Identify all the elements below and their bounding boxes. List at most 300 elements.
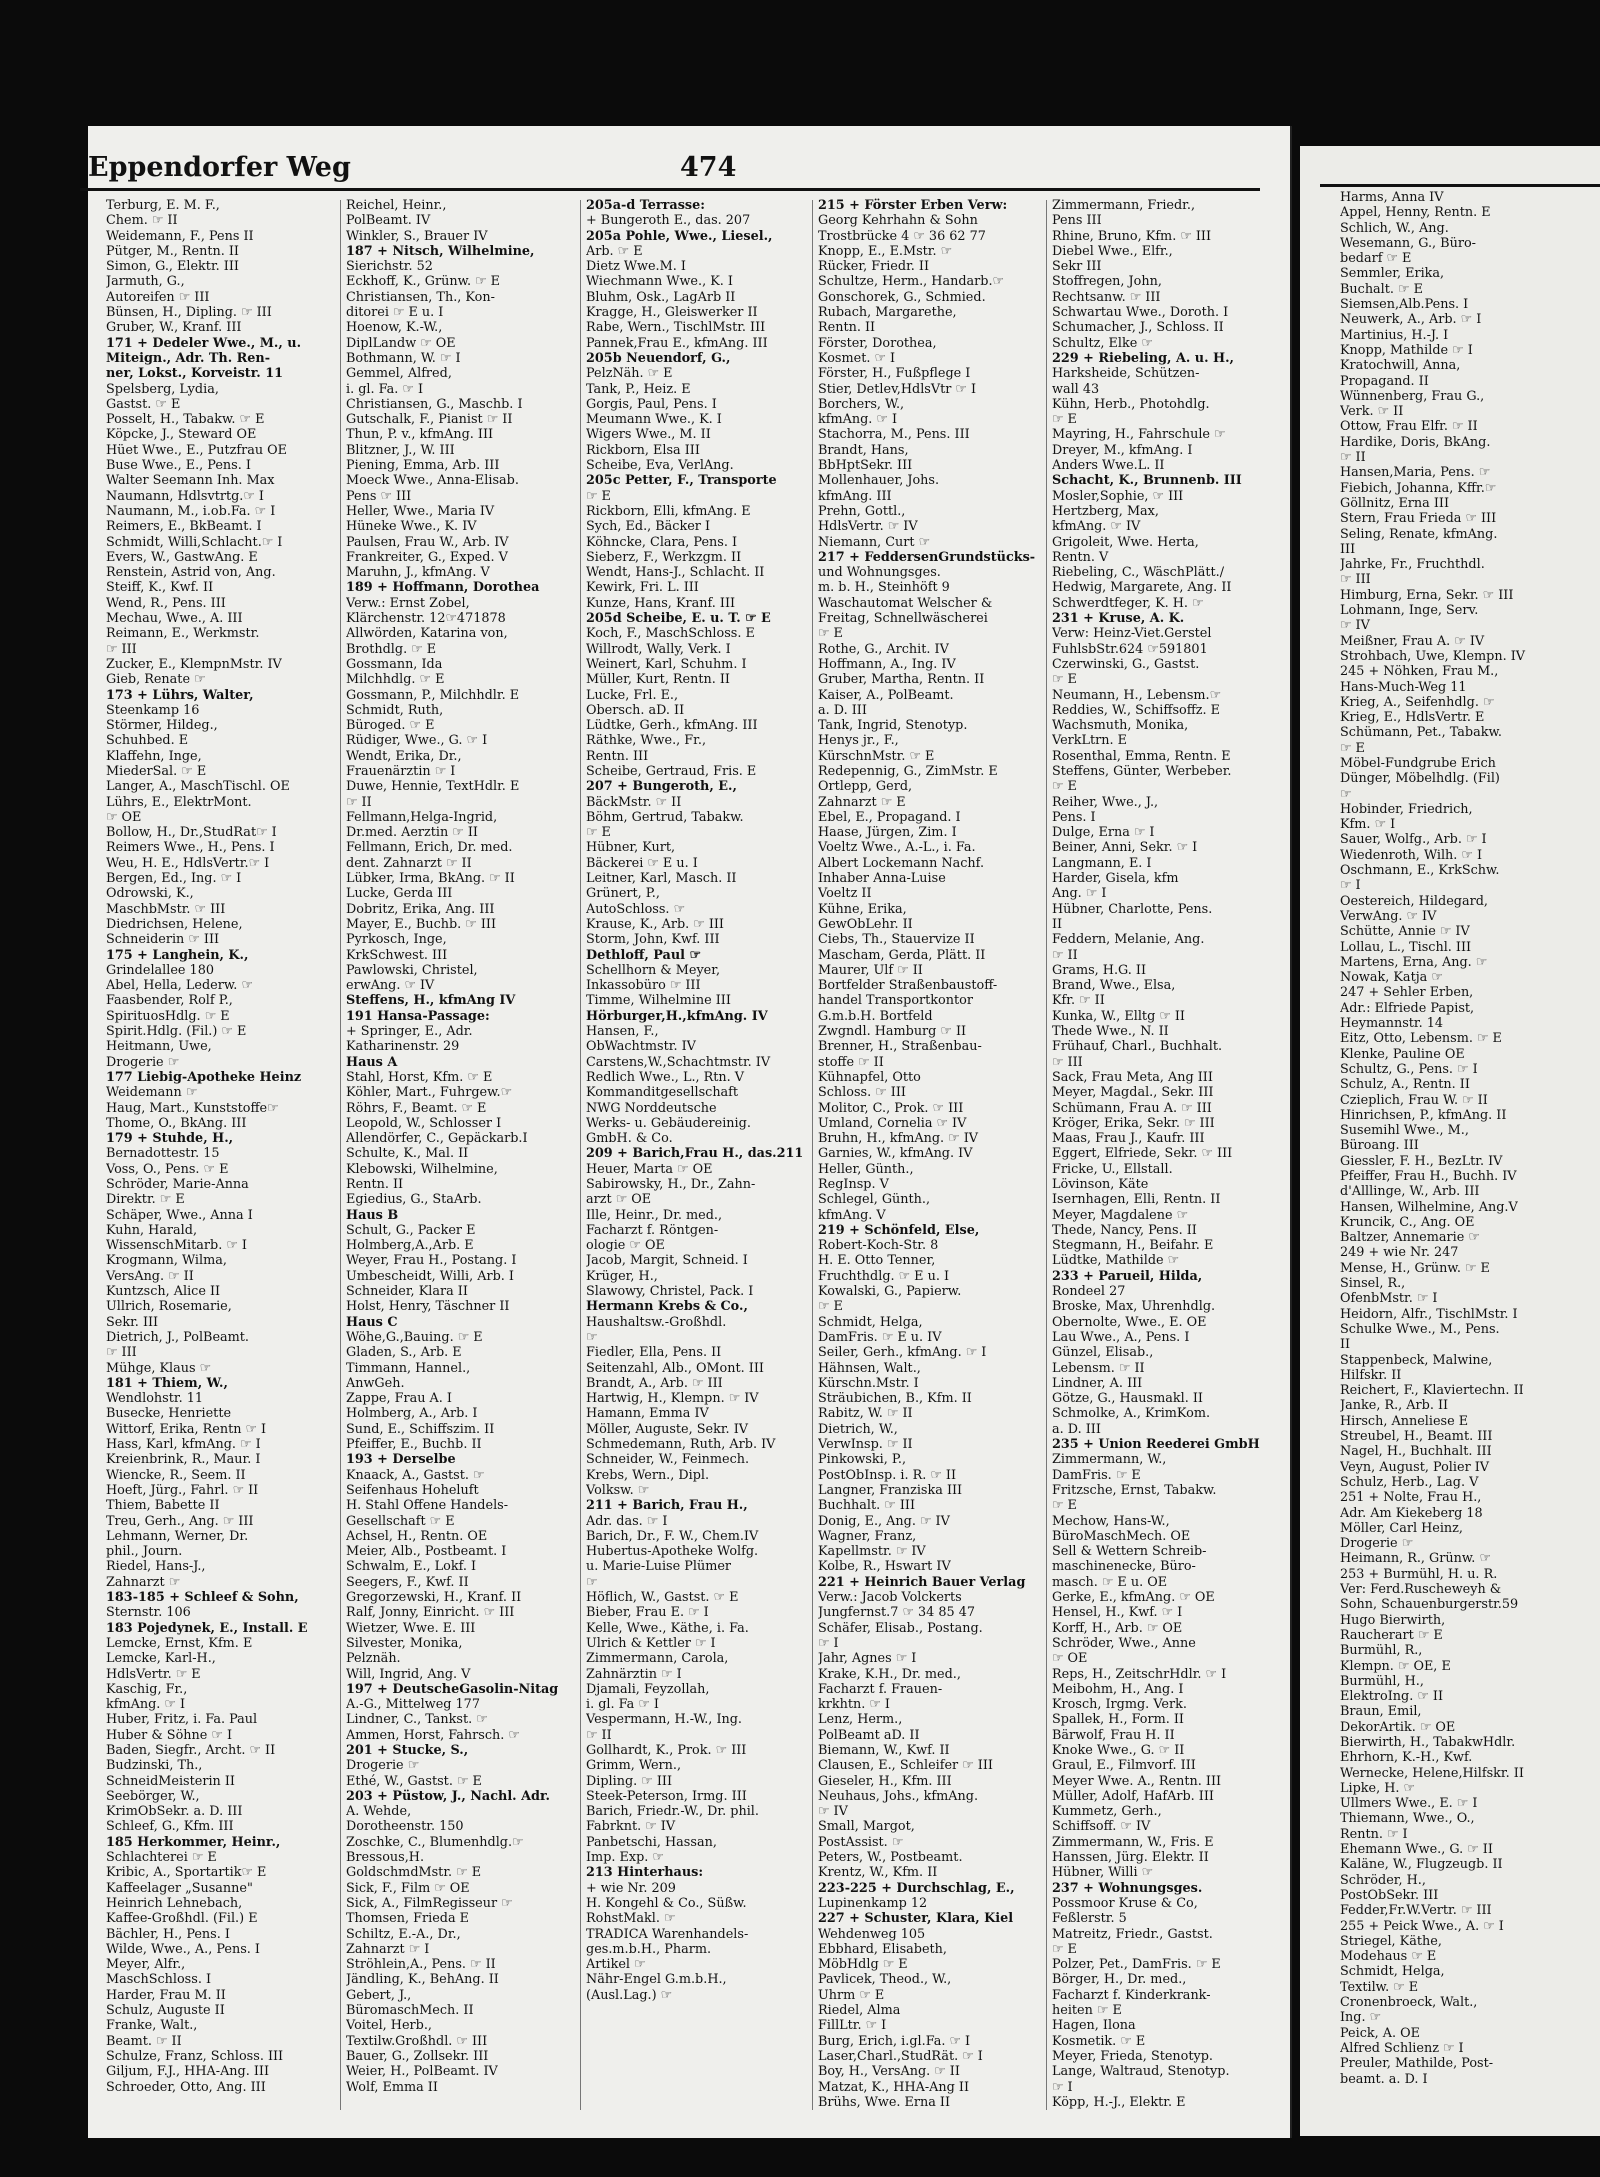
directory-entry: Krieg, E., HdlsVertr. E — [1340, 710, 1485, 726]
directory-entry: ☞ II — [1340, 450, 1366, 466]
directory-entry: Haushaltsw.-Großhdl. — [586, 1314, 727, 1330]
directory-entry: a. D. III — [1052, 1421, 1101, 1437]
directory-entry: Wendlohstr. 11 — [106, 1391, 203, 1407]
directory-entry: Hansen, F., — [586, 1024, 659, 1040]
directory-entry: Göllnitz, Erna III — [1340, 495, 1450, 511]
directory-entry: + wie Nr. 209 — [586, 1880, 676, 1896]
directory-entry: Lüdtke, Gerh., kfmAng. III — [586, 718, 758, 734]
directory-entry: Leitner, Karl, Masch. II — [586, 871, 737, 887]
directory-entry: Verw: Heinz-Viet.Gerstel — [1052, 626, 1212, 642]
directory-entry: Robert-Koch-Str. 8 — [818, 1238, 939, 1254]
directory-entry: Henys jr., F., — [818, 733, 899, 749]
directory-entry: Müller, Kurt, Rentn. II — [586, 672, 730, 688]
directory-entry: Hüneke Wwe., K. IV — [346, 519, 477, 535]
directory-entry: Hübner, Kurt, — [586, 840, 676, 856]
directory-entry: beamt. a. D. I — [1340, 2071, 1428, 2087]
directory-entry: Ströhlein,A., Pens. ☞ II — [346, 1957, 496, 1973]
directory-entry: TRADICA Warenhandels- — [586, 1926, 749, 1942]
directory-entry: Ethé, W., Gastst. ☞ E — [346, 1773, 482, 1789]
directory-entry: Kommanditgesellschaft — [586, 1085, 739, 1101]
directory-entry: i. gl. Fa. ☞ I — [346, 381, 424, 397]
directory-entry: Freitag, Schnellwäscherei — [818, 611, 988, 627]
directory-entry: ☞ III — [1340, 572, 1371, 588]
directory-entry: krkhtn. ☞ I — [818, 1697, 890, 1713]
directory-entry: MöbHdlg ☞ E — [818, 1957, 908, 1973]
directory-entry: Pelznäh. — [346, 1651, 401, 1667]
directory-entry: Obersch. aD. II — [586, 702, 685, 718]
directory-entry: Mosler,Sophie, ☞ III — [1052, 488, 1184, 504]
directory-entry: Schulke Wwe., M., Pens. — [1340, 1321, 1500, 1337]
directory-entry: 205d Scheibe, E. u. T. ☞ E — [586, 611, 771, 627]
directory-entry: H. Kongehl & Co., Süßw. — [586, 1895, 747, 1911]
directory-entry: Zappe, Frau A. I — [346, 1391, 452, 1407]
directory-entry: Wünnenberg, Frau G., — [1340, 388, 1485, 404]
directory-entry: Zoschke, C., Blumenhdlg.☞ — [346, 1834, 524, 1850]
directory-entry: Katharinenstr. 29 — [346, 1039, 460, 1055]
directory-entry: Seebörger, W., — [106, 1788, 200, 1804]
directory-entry: u. Marie-Luise Plümer — [586, 1559, 732, 1575]
directory-entry: 209 + Barich,Frau H., das.211 — [586, 1146, 804, 1162]
directory-entry: Martinius, H.-J. I — [1340, 327, 1449, 343]
directory-entry: Brothdlg. ☞ E — [346, 641, 437, 657]
directory-entry: Kosmet. ☞ I — [818, 350, 896, 366]
directory-entry: Kummetz, Gerh., — [1052, 1804, 1162, 1820]
directory-entry: Scheibe, Gertraud, Fris. E — [586, 763, 757, 779]
directory-entry: Spirit.Hdlg. (Fil.) ☞ E — [106, 1024, 247, 1040]
directory-entry: Burmühl, R., — [1340, 1643, 1423, 1659]
directory-entry: Ullmers Wwe., E. ☞ I — [1340, 1796, 1478, 1812]
directory-entry: Reimann, E., Werkmstr. — [106, 626, 260, 642]
directory-entry: Krentz, W., Kfm. II — [818, 1865, 938, 1881]
directory-entry: GmbH. & Co. — [586, 1131, 673, 1147]
directory-entry: Will, Ingrid, Ang. V — [346, 1666, 471, 1682]
directory-entry: Langner, Franziska III — [818, 1482, 963, 1498]
directory-entry: Dobritz, Erika, Ang. III — [346, 901, 495, 917]
directory-entry: Ehemann Wwe., G. ☞ II — [1340, 1842, 1493, 1858]
directory-entry: Leopold, W., Schlosser I — [346, 1115, 502, 1131]
directory-entry: Bärwolf, Frau H. II — [1052, 1727, 1175, 1743]
directory-entry: Egiedius, G., StaArb. — [346, 1192, 482, 1208]
directory-entry: Meißner, Frau A. ☞ IV — [1340, 633, 1485, 649]
directory-entry: Allendörfer, C., Gepäckarb.I — [346, 1131, 528, 1147]
directory-entry: KrkSchwest. III — [346, 947, 448, 963]
directory-entry: Janke, R., Arb. II — [1340, 1398, 1449, 1414]
directory-entry: Umbescheidt, Willi, Arb. I — [346, 1268, 514, 1284]
directory-entry: Oschmann, E., KrkSchw. — [1340, 863, 1500, 879]
directory-entry: Rabitz, W. ☞ II — [818, 1406, 913, 1422]
directory-entry: Kreienbrink, R., Maur. I — [106, 1452, 261, 1468]
directory-entry: Waschautomat Welscher & — [818, 595, 993, 611]
adjacent-page — [1300, 146, 1600, 2136]
directory-entry: Zimmermann, Friedr., — [1052, 198, 1196, 213]
directory-entry: Voitel, Herb., — [346, 2018, 432, 2034]
directory-entry: Reps, H., ZeitschrHdlr. ☞ I — [1052, 1666, 1227, 1682]
directory-entry: Kaläne, W., Flugzeugb. II — [1340, 1857, 1503, 1873]
directory-entry: Lüdtke, Mathilde ☞ — [1052, 1253, 1180, 1269]
directory-entry: Krake, K.H., Dr. med., — [818, 1666, 961, 1682]
directory-entry: Rechtsanw. ☞ III — [1052, 289, 1161, 305]
directory-entry: Dipling. ☞ III — [586, 1773, 673, 1789]
directory-entry: Steiff, K., Kwf. II — [106, 580, 214, 596]
directory-entry: Harksheide, Schützen- — [1052, 366, 1200, 382]
directory-entry: Dietrich, W., — [818, 1421, 898, 1437]
column-divider — [340, 200, 341, 2110]
header-rule — [80, 160, 1260, 191]
directory-entry: Hörburger,H.,kfmAng. IV — [586, 1008, 768, 1024]
directory-entry: Wiedenroth, Wilh. ☞ I — [1340, 847, 1483, 863]
directory-entry: Ammen, Horst, Fahrsch. ☞ — [346, 1727, 520, 1743]
directory-entry: Rondeel 27 — [1052, 1284, 1126, 1300]
directory-entry: Sohn, Schauenburgerstr.59 — [1340, 1597, 1519, 1613]
directory-entry: Haus A — [346, 1054, 398, 1070]
directory-entry: Albert Lockemann Nachf. — [818, 855, 985, 871]
directory-entry: Weier, H., PolBeamt. IV — [346, 2064, 498, 2080]
directory-entry: Paulsen, Frau W., Arb. IV — [346, 534, 509, 550]
directory-entry: Riedel, Alma — [818, 2003, 901, 2019]
directory-entry: Pens ☞ III — [346, 488, 412, 504]
directory-entry: Möller, Auguste, Sekr. IV — [586, 1421, 748, 1437]
directory-entry: Brand, Wwe., Elsa, — [1052, 978, 1176, 994]
directory-entry: Christiansen, G., Maschb. I — [346, 396, 523, 412]
directory-entry: Ver: Ferd.Ruscheweyh & — [1340, 1582, 1502, 1598]
directory-entry: Bauer, G., Zollsekr. III — [346, 2048, 489, 2064]
directory-entry: 247 + Sehler Erben, — [1340, 985, 1474, 1001]
directory-entry: Reimers Wwe., H., Pens. I — [106, 840, 275, 856]
directory-entry: VerwAng. ☞ IV — [1340, 908, 1437, 924]
directory-entry: Artikel ☞ — [586, 1957, 646, 1973]
directory-entry: Giessler, F. H., BezLtr. IV — [1340, 1153, 1503, 1169]
directory-entry: Treu, Gerh., Ang. ☞ III — [106, 1513, 254, 1529]
directory-entry: Peters, W., Postbeamt. — [818, 1850, 963, 1866]
directory-entry: Wolf, Emma II — [346, 2079, 438, 2095]
directory-entry: Büroang. III — [1340, 1138, 1419, 1154]
directory-entry: kfmAng. III — [818, 488, 892, 504]
directory-entry: Moeck Wwe., Anna-Elisab. — [346, 473, 519, 489]
directory-entry: Stappenbeck, Malwine, — [1340, 1352, 1493, 1368]
directory-entry: Gossmann, Ida — [346, 656, 443, 672]
directory-entry: Lemcke, Ernst, Kfm. E — [106, 1635, 253, 1651]
directory-entry: 221 + Heinrich Bauer Verlag — [818, 1574, 1026, 1590]
directory-entry: Maurer, Ulf ☞ II — [818, 962, 923, 978]
directory-entry: 173 + Lührs, Walter, — [106, 687, 254, 703]
directory-entry: ☞ II — [346, 794, 372, 810]
directory-entry: Hüet Wwe., E., Putzfrau OE — [106, 442, 287, 458]
directory-entry: Schwartau Wwe., Doroth. I — [1052, 305, 1229, 321]
directory-entry: Buse Wwe., E., Pens. I — [106, 458, 251, 474]
directory-entry: Krosch, Irgmg. Verk. — [1052, 1697, 1187, 1713]
directory-entry: Stier, Detlev,HdlsVtr ☞ I — [818, 381, 977, 397]
directory-entry: Schultz, Elke ☞ — [1052, 335, 1153, 351]
directory-entry: GewObLehr. II — [818, 916, 913, 932]
directory-entry: BüroMaschMech. OE — [1052, 1528, 1191, 1544]
directory-entry: Buchhalt. ☞ III — [818, 1498, 916, 1514]
directory-entry: Burmühl, H., — [1340, 1673, 1424, 1689]
directory-entry: Baden, Siegfr., Archt. ☞ II — [106, 1742, 276, 1758]
directory-entry: Czieplich, Frau W. ☞ II — [1340, 1092, 1488, 1108]
directory-entry: Drogerie ☞ — [106, 1054, 180, 1070]
directory-entry: Brühs, Wwe. Erna II — [818, 2094, 951, 2110]
directory-entry: Ing. ☞ — [1340, 2010, 1382, 2026]
directory-entry: Spelsberg, Lydia, — [106, 381, 219, 397]
directory-entry: AnwGeh. — [346, 1375, 405, 1391]
directory-entry: Hansen,Maria, Pens. ☞ — [1340, 465, 1491, 481]
directory-entry: Seiler, Gerh., kfmAng. ☞ I — [818, 1345, 987, 1361]
directory-entry: PostObSekr. III — [1340, 1887, 1439, 1903]
directory-entry: Schmidt, Ruth, — [346, 702, 444, 718]
directory-entry: MaschSchloss. I — [106, 1972, 212, 1988]
directory-entry: Budzinski, Th., — [106, 1758, 203, 1774]
directory-entry: ☞ OE — [106, 809, 142, 825]
directory-entry: Zwgndl. Hamburg ☞ II — [818, 1024, 967, 1040]
directory-entry: Trostbrücke 4 ☞ 36 62 77 — [818, 228, 986, 244]
directory-entry: Möller, Carl Heinz, — [1340, 1520, 1463, 1536]
directory-entry: Polzer, Pet., DamFris. ☞ E — [1052, 1957, 1221, 1973]
directory-entry: Förster, Dorothea, — [818, 335, 937, 351]
directory-entry: 249 + wie Nr. 247 — [1340, 1245, 1459, 1261]
directory-entry: Ehrhorn, K.-H., Kwf. — [1340, 1750, 1473, 1766]
directory-entry: 179 + Stuhde, H., — [106, 1131, 234, 1147]
directory-entry: Small, Margot, — [818, 1819, 915, 1835]
directory-entry: Bernadottestr. 15 — [106, 1146, 220, 1162]
directory-entry: Wachsmuth, Monika, — [1052, 718, 1189, 734]
directory-entry: Beiner, Anni, Sekr. ☞ I — [1052, 840, 1198, 856]
directory-entry: Nowak, Katja ☞ — [1340, 970, 1443, 986]
directory-entry: Langmann, E. I — [1052, 855, 1152, 871]
directory-entry: VersAng. ☞ II — [106, 1268, 194, 1284]
directory-entry: Bortfelder Straßenbaustoff- — [818, 978, 998, 994]
directory-entry: stoffe ☞ II — [818, 1054, 884, 1070]
directory-entry: Steffens, Günter, Werbeber. — [1052, 763, 1232, 779]
directory-entry: Sauer, Wolfg., Arb. ☞ I — [1340, 832, 1487, 848]
directory-entry: Mechau, Wwe., A. III — [106, 611, 243, 627]
directory-entry: Garnies, W., kfmAng. IV — [818, 1146, 973, 1162]
directory-entry: a. D. III — [818, 702, 867, 718]
directory-entry: 201 + Stucke, S., — [346, 1742, 469, 1758]
directory-entry: Klebowski, Wilhelmine, — [346, 1161, 498, 1177]
directory-entry: Kröger, Erika, Sekr. ☞ III — [1052, 1115, 1215, 1131]
directory-entry: Meyer, Frieda, Stenotyp. — [1052, 2048, 1214, 2064]
directory-entry: Busecke, Henriette — [106, 1406, 232, 1422]
directory-entry: Lucke, Gerda III — [346, 886, 453, 902]
directory-entry: Knaack, A., Gastst. ☞ — [346, 1467, 485, 1483]
directory-entry: kfmAng. ☞ I — [106, 1697, 186, 1713]
directory-entry: Knoke Wwe., G. ☞ II — [1052, 1742, 1185, 1758]
directory-entry: Graul, E., Filmvorf. III — [1052, 1758, 1196, 1774]
directory-entry: Kunka, W., Elltg ☞ II — [1052, 1008, 1185, 1024]
directory-entry: Voeltz Wwe., A.-L., i. Fa. — [818, 840, 976, 856]
directory-entry: Rentn. II — [346, 1177, 404, 1192]
directory-entry: Rickborn, Elsa III — [586, 442, 700, 458]
page-number: 474 — [680, 152, 737, 183]
directory-entry: Sekr. III — [106, 1314, 159, 1330]
directory-entry: Ralf, Jonny, Einricht. ☞ III — [346, 1605, 515, 1621]
directory-entry: Zucker, E., KlempnMstr. IV — [106, 656, 282, 672]
directory-entry: Feßlerstr. 5 — [1052, 1911, 1127, 1927]
directory-entry: 205a Pohle, Wwe., Liesel., — [586, 228, 773, 244]
directory-entry: Pyrkosch, Inge, — [346, 932, 447, 948]
directory-entry: ☞ E — [1052, 412, 1077, 428]
directory-entry: Steenkamp 16 — [106, 702, 200, 718]
directory-entry: Bäckerei ☞ E u. I — [586, 855, 698, 871]
directory-entry: Meyer, Magdal., Sekr. III — [1052, 1085, 1214, 1101]
directory-entry: Matreitz, Friedr., Gastst. — [1052, 1926, 1213, 1942]
directory-entry: Hübner, Willi ☞ — [1052, 1865, 1154, 1881]
directory-entry: Schmidt, Helga, — [1340, 1964, 1445, 1980]
directory-entry: KürschnMstr. ☞ E — [818, 748, 935, 764]
adjacent-header-rule — [1320, 184, 1600, 187]
directory-entry: BüromaschMech. II — [346, 2003, 474, 2019]
column-divider — [1046, 200, 1047, 2110]
directory-entry: Reddies, W., Schiffsoffz. E — [1052, 702, 1221, 718]
directory-entry: Neuhaus, Johs., kfmAng. — [818, 1788, 979, 1804]
directory-entry: Gregorzewski, H., Kranf. II — [346, 1590, 522, 1606]
directory-entry: Verk. ☞ II — [1340, 404, 1404, 420]
directory-entry: Striegel, Käthe, — [1340, 1933, 1442, 1949]
directory-entry: 227 + Schuster, Klara, Kiel — [818, 1911, 1014, 1927]
directory-entry: Naumann, M., i.ob.Fa. ☞ I — [106, 503, 276, 519]
directory-entry: DamFris. ☞ E — [1052, 1467, 1141, 1483]
directory-entry: 185 Herkommer, Heinr., — [106, 1834, 281, 1850]
directory-entry: Fricke, U., Ellstall. — [1052, 1161, 1173, 1177]
directory-entry: Schulz, Herb., Lag. V — [1340, 1474, 1479, 1490]
directory-entry: Jändling, K., BehAng. II — [346, 1972, 499, 1988]
column-3 — [586, 198, 814, 2118]
directory-entry: Grünert, P., — [586, 886, 660, 902]
directory-entry: ☞ I — [1340, 878, 1361, 894]
directory-entry: Vespermann, H.-W., Ing. — [586, 1712, 742, 1728]
directory-entry: Schlachterei ☞ E — [106, 1850, 217, 1866]
directory-entry: Wiechmann Wwe., K. I — [586, 274, 733, 290]
directory-entry: Timmann, Hannel., — [346, 1360, 471, 1376]
directory-entry: Meyer, Magdalene ☞ — [1052, 1207, 1189, 1223]
directory-entry: Meibohm, H., Ang. I — [1052, 1681, 1184, 1697]
directory-entry: Gonschorek, G., Schmied. — [818, 289, 986, 305]
directory-entry: kfmAng. ☞ IV — [1052, 519, 1141, 535]
directory-entry: Mollenhauer, Johs. — [818, 473, 940, 489]
directory-entry: Börger, H., Dr. med., — [1052, 1972, 1187, 1988]
directory-entry: Harder, Frau M. II — [106, 1987, 226, 2003]
directory-entry: Köpcke, J., Steward OE — [106, 427, 257, 443]
directory-entry: Czerwinski, G., Gastst. — [1052, 656, 1200, 672]
directory-entry: Inkassobüro ☞ III — [586, 978, 701, 994]
directory-entry: Wendt, Erika, Dr., — [346, 748, 462, 764]
directory-entry: Hobinder, Friedrich, — [1340, 801, 1473, 817]
directory-entry: Maruhn, J., kfmAng. V — [346, 565, 490, 581]
directory-entry: Dulge, Erna ☞ I — [1052, 825, 1155, 841]
directory-entry: Adr. das. ☞ I — [586, 1513, 668, 1529]
directory-entry: Rentn. III — [586, 748, 649, 764]
directory-entry: Steffens, H., kfmAng IV — [346, 993, 516, 1009]
directory-entry: arzt ☞ OE — [586, 1192, 652, 1208]
directory-entry: Köhncke, Clara, Pens. I — [586, 534, 738, 550]
directory-entry: Schütte, Annie ☞ IV — [1340, 924, 1470, 940]
directory-entry: Kaschig, Fr., — [106, 1681, 188, 1697]
directory-entry: Facharzt f. Frauen- — [818, 1681, 943, 1697]
directory-entry: Rücker, Friedr. II — [818, 259, 930, 275]
directory-entry: Wilde, Wwe., A., Pens. I — [106, 1941, 260, 1957]
directory-entry: Wiencke, R., Seem. II — [106, 1467, 246, 1483]
directory-entry: Semmler, Erika, — [1340, 266, 1445, 282]
directory-entry: Lucke, Frl. E., — [586, 687, 679, 703]
directory-entry: Lipke, H. ☞ — [1340, 1780, 1416, 1796]
directory-entry: Seifenhaus Hoheluft — [346, 1482, 479, 1498]
directory-entry: Müller, Adolf, HafArb. III — [1052, 1788, 1214, 1804]
directory-entry: Scheibe, Eva, VerlAng. — [586, 458, 734, 474]
directory-entry: Schultze, Herm., Handarb.☞ — [818, 274, 1004, 290]
directory-entry: Grigoleit, Wwe. Herta, — [1052, 534, 1199, 550]
directory-entry: Storm, John, Kwf. III — [586, 932, 720, 948]
directory-entry: Jarmuth, G., — [106, 274, 185, 290]
directory-entry: Ang. ☞ I — [1052, 886, 1107, 902]
directory-entry: Krogmann, Wilma, — [106, 1253, 227, 1269]
directory-entry: Reimers, E., BkBeamt. I — [106, 519, 262, 535]
directory-entry: ☞ E — [586, 488, 611, 504]
directory-entry: ner, Lokst., Korveistr. 11 — [106, 366, 284, 382]
directory-entry: 255 + Peick Wwe., A. ☞ I — [1340, 1918, 1504, 1934]
directory-entry: 197 + DeutscheGasolin-Nitag — [346, 1681, 559, 1697]
column-5 — [1052, 198, 1280, 2118]
directory-entry: ☞ E — [818, 626, 843, 642]
directory-entry: Eggert, Elfriede, Sekr. ☞ III — [1052, 1146, 1233, 1162]
directory-entry: Streubel, H., Beamt. III — [1340, 1429, 1493, 1445]
directory-entry: Meyer, Alfr., — [106, 1957, 186, 1973]
directory-entry: Kühne, Erika, — [818, 901, 907, 917]
directory-entry: Schneider, W., Feinmech. — [586, 1452, 750, 1468]
directory-entry: Bollow, H., Dr.,StudRat☞ I — [106, 825, 277, 841]
directory-entry: Borchers, W., — [818, 396, 905, 412]
directory-entry: Sternstr. 106 — [106, 1605, 191, 1621]
directory-entry: Wöhe,G.,Bauing. ☞ E — [346, 1329, 483, 1345]
directory-entry: 237 + Wohnungsges. — [1052, 1880, 1203, 1896]
directory-entry: Carstens,W.,Schachtmstr. IV — [586, 1054, 771, 1070]
directory-entry: Pfeiffer, E., Buchb. II — [346, 1437, 482, 1453]
directory-entry: Uhrm ☞ E — [818, 1987, 885, 2003]
directory-entry: Schlegel, Günth., — [818, 1192, 931, 1208]
directory-entry: + Bungeroth E., das. 207 — [586, 213, 751, 229]
directory-entry: Hähnsen, Walt., — [818, 1360, 921, 1376]
directory-entry: Gebert, J., — [346, 1987, 412, 2003]
directory-entry: Umland, Cornelia ☞ IV — [818, 1115, 967, 1131]
column-1 — [106, 198, 334, 2118]
directory-entry: Laser,Charl.,StudRät. ☞ I — [818, 2048, 983, 2064]
directory-entry: Neuwerk, A., Arb. ☞ I — [1340, 312, 1482, 328]
directory-entry: Mascham, Gerda, Plätt. II — [818, 947, 986, 963]
directory-entry: DamFris. ☞ E u. IV — [818, 1329, 942, 1345]
directory-entry: Stachorra, M., Pens. III — [818, 427, 970, 443]
directory-entry: Gruber, W., Kranf. III — [106, 320, 242, 336]
directory-entry: Verw.: Jacob Volckerts — [818, 1590, 962, 1606]
directory-entry: Harder, Gisela, kfm — [1052, 871, 1179, 887]
directory-entry: Propagand. II — [1340, 373, 1429, 389]
directory-entry: Wigers Wwe., M. II — [586, 427, 711, 443]
directory-entry: Köhler, Mart., Fuhrgew.☞ — [346, 1085, 513, 1101]
directory-entry: Bünsen, H., Dipling. ☞ III — [106, 305, 272, 321]
directory-entry: 213 Hinterhaus: — [586, 1865, 704, 1881]
directory-entry: Nagel, H., Buchhalt. III — [1340, 1444, 1492, 1460]
directory-entry: Reichert, F., Klaviertechn. II — [1340, 1383, 1524, 1399]
directory-entry: heiten ☞ E — [1052, 2003, 1122, 2019]
directory-entry: Schwerdtfeger, K. H. ☞ — [1052, 595, 1204, 611]
directory-entry: Pfeiffer, Frau H., Buchh. IV — [1340, 1169, 1517, 1184]
directory-entry: Gladen, S., Arb. E — [346, 1345, 462, 1361]
directory-entry: Niemann, Curt ☞ — [818, 534, 931, 550]
directory-entry: Förster, H., Fußpflege I — [818, 366, 971, 382]
directory-entry: Schloss. ☞ III — [818, 1085, 906, 1101]
directory-entry: Facharzt f. Röntgen- — [586, 1222, 719, 1238]
directory-entry: 217 + FeddersenGrundstücks- — [818, 549, 1036, 565]
directory-entry: Sträubichen, B., Kfm. II — [818, 1391, 972, 1407]
directory-entry: DekorArtik. ☞ OE — [1340, 1719, 1456, 1735]
